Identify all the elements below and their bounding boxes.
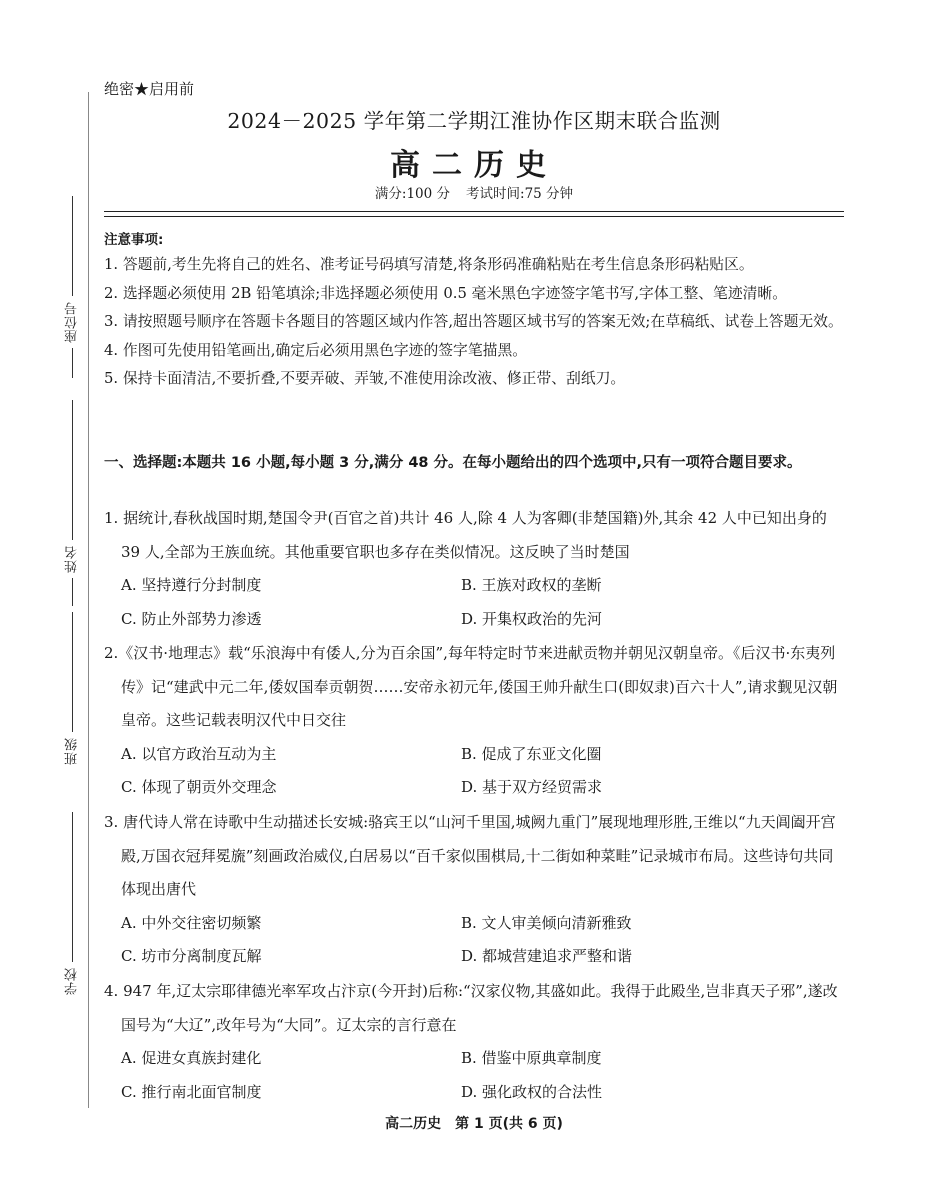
option-d[interactable]: D. 都城营建追求严整和谐 xyxy=(461,947,633,965)
name-label: 姓名 xyxy=(64,545,80,573)
question-1 xyxy=(104,502,844,636)
question-2 xyxy=(104,637,844,805)
option-group xyxy=(104,738,844,805)
seat-number-line-end xyxy=(72,348,73,378)
name-line xyxy=(72,400,73,540)
question-3 xyxy=(104,806,844,974)
notice-item: 2. 选择题必须使用 2B 铅笔填涂;非选择题必须使用 0.5 毫米黑色字迹签字笔书写,字体工整、笔迹清晰。 xyxy=(104,284,788,302)
full-score: 满分:100 分 xyxy=(374,186,451,202)
option-b[interactable]: B. 借鉴中原典章制度 xyxy=(461,1049,602,1067)
exam-time: 考试时间:75 分钟 xyxy=(466,186,574,202)
binding-margin-rule xyxy=(88,92,89,1108)
seat-number-field[interactable] xyxy=(58,196,86,378)
notice-item: 5. 保持卡面清洁,不要折叠,不要弄破、弄皱,不准使用涂改液、修正带、刮纸刀。 xyxy=(104,370,626,387)
option-b[interactable]: B. 文人审美倾向清新雅致 xyxy=(461,913,632,932)
seat-number-line xyxy=(72,196,73,296)
question-stem: 2.《汉书·地理志》载“乐浪海中有倭人,分为百余国”,每年特定时节来进献贡物并朝见汉朝皇帝。《后汉书·东夷列传》记“建武中元二年,倭奴国奉贡朝贺……安帝永初元年,倭国王帅升献生口(即奴隶)百六十人”,请求觐见汉朝皇帝。这些记载表明汉代中日交往 xyxy=(104,644,838,729)
section-heading: 一、选择题:本题共 16 小题,每小题 3 分,满分 48 分。在每小题给出的四个选项中,只有一项符合题目要求。 xyxy=(104,455,802,471)
question-stem: 4. 947 年,辽太宗耶律德光率军攻占汴京(今开封)后称:“汉家仪物,其盛如此。我得于此殿坐,岂非真天子邪”,遂改国号为“大辽”,改年号为“大同”。辽太宗的言行意在 xyxy=(104,982,838,1034)
secret-mark: 绝密★启用前 xyxy=(104,80,195,98)
class-line xyxy=(72,612,73,732)
header-divider xyxy=(104,211,844,217)
notice-item: 1. 答题前,考生先将自己的姓名、准考证号码填写清楚,将条形码准确粘贴在考生信息条形码粘贴区。 xyxy=(104,256,754,273)
page-footer xyxy=(104,1113,844,1133)
name-line-end xyxy=(72,578,73,606)
notice-title: 注意事项: xyxy=(104,232,164,248)
footer-subject: 高二历史 xyxy=(385,1116,442,1132)
name-field[interactable] xyxy=(58,400,86,606)
option-group xyxy=(104,907,844,974)
option-c[interactable]: C. 推行南北面官制度 xyxy=(121,1082,262,1101)
option-group xyxy=(104,569,844,636)
class-field[interactable] xyxy=(58,612,86,770)
class-label: 班级 xyxy=(64,737,80,765)
exam-title: 2024－2025 学年第二学期江淮协作区期末联合监测 xyxy=(227,109,721,133)
option-a[interactable]: A. 中外交往密切频繁 xyxy=(121,913,262,932)
page-number: 第 1 页(共 6 页) xyxy=(455,1116,563,1132)
option-d[interactable]: D. 强化政权的合法性 xyxy=(461,1082,603,1101)
question-stem: 3. 唐代诗人常在诗歌中生动描述长安城:骆宾王以“山河千里国,城阙九重门”展现地理形胜,王维以“九天阊阖开宫殿,万国衣冠拜冕旒”刻画政治威仪,白居易以“百千家似围棋局,十二街如种菜畦”记录城市布局。这些诗句共同体现出唐代 xyxy=(104,813,836,898)
notice-block xyxy=(104,229,844,394)
school-line xyxy=(72,812,73,962)
option-b[interactable]: B. 促成了东亚文化圈 xyxy=(461,744,602,763)
notice-item: 4. 作图可先使用铅笔画出,确定后必须用黑色字迹的签字笔描黑。 xyxy=(104,341,528,359)
school-field[interactable] xyxy=(58,812,86,1000)
option-a[interactable]: A. 坚持遵行分封制度 xyxy=(121,576,262,594)
option-d[interactable]: D. 基于双方经贸需求 xyxy=(461,778,603,796)
seat-number-label: 座位号 xyxy=(64,301,80,343)
option-d[interactable]: D. 开集权政治的先河 xyxy=(461,609,603,628)
question-4 xyxy=(104,975,844,1109)
school-label: 学校 xyxy=(64,967,80,995)
question-stem: 1. 据统计,春秋战国时期,楚国令尹(百官之首)共计 46 人,除 4 人为客卿(非楚国籍)外,其余 42 人中已知出身的 39 人,全部为王族血统。其他重要官职也多存在类似情况。这反映了当时楚国 xyxy=(104,509,827,561)
subject-title: 高二历史 xyxy=(390,148,558,183)
option-a[interactable]: A. 以官方政治互动为主 xyxy=(121,744,277,763)
option-a[interactable]: A. 促进女真族封建化 xyxy=(121,1049,262,1067)
option-c[interactable]: C. 坊市分离制度瓦解 xyxy=(121,947,262,965)
option-group xyxy=(104,1042,844,1109)
option-b[interactable]: B. 王族对政权的垄断 xyxy=(461,576,602,594)
exam-meta xyxy=(104,182,844,202)
option-c[interactable]: C. 体现了朝贡外交理念 xyxy=(121,778,277,796)
option-c[interactable]: C. 防止外部势力渗透 xyxy=(121,609,262,628)
notice-item: 3. 请按照题号顺序在答题卡各题目的答题区域内作答,超出答题区域书写的答案无效;在草稿纸、试卷上答题无效。 xyxy=(104,313,843,330)
